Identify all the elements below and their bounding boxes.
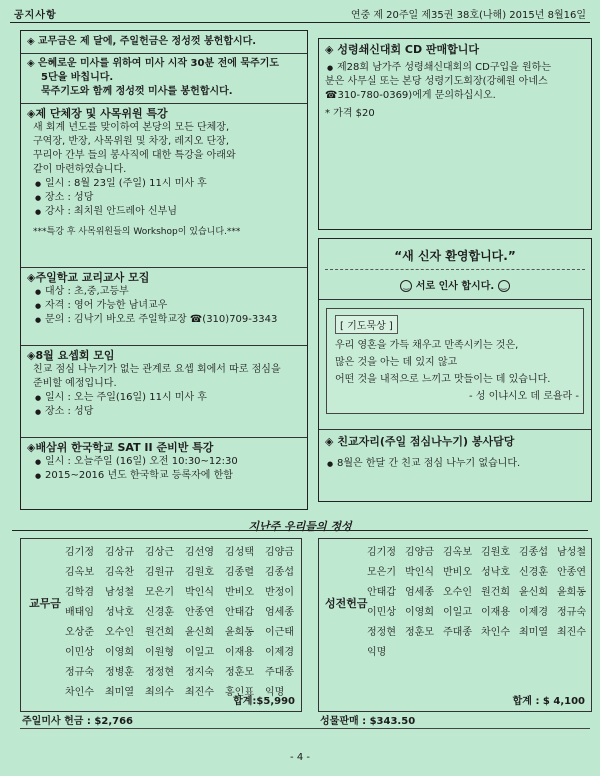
- donor-name: 원건희: [145, 627, 174, 638]
- donor-name: 정병훈: [105, 667, 134, 678]
- greeting-text: 서로 인사 합시다.: [415, 281, 495, 292]
- donor-name: 김옥찬: [105, 567, 134, 578]
- cd-sale-section: [325, 43, 587, 121]
- smiley-icon: ‿: [400, 280, 412, 292]
- sunday-collection: 주일미사 헌금 : $2,766: [22, 716, 133, 727]
- cd-sale-box: [318, 38, 592, 230]
- donor-name: 안종연: [185, 607, 214, 618]
- building-fund-box: [318, 538, 592, 712]
- lecture-body-line: 같이 마련하였습니다.: [33, 164, 127, 175]
- donor-name: 신경훈: [519, 567, 548, 578]
- donor-name: 오상준: [65, 627, 94, 638]
- donor-name: 이제경: [265, 647, 294, 658]
- tithe-name-grid: [65, 543, 299, 698]
- donor-name: 박인식: [405, 567, 434, 578]
- fellowship-title: 친교자리(주일 점심나누기) 봉사담당: [337, 435, 515, 448]
- donor-name: 반비오: [443, 567, 472, 578]
- donor-name: 김기정: [65, 547, 94, 558]
- donor-name: 이원형: [145, 647, 174, 658]
- donor-name: 김옥보: [443, 547, 472, 558]
- meal-body-line: 친교 점심 나누기가 없는 관계로 요셉 회에서 따로 점심을: [33, 364, 281, 375]
- donor-name: 김원호: [185, 567, 214, 578]
- diamond-icon: ◈: [27, 107, 36, 120]
- lecture-date: ● 일시 : 8월 23일 (주일) 11시 미사 후: [33, 177, 303, 191]
- donor-name: 오수인: [105, 627, 134, 638]
- bottom-rule: [20, 728, 590, 729]
- offering-rule: [12, 530, 588, 531]
- donor-name: 정정현: [145, 667, 174, 678]
- diamond-icon: ◈: [27, 441, 36, 454]
- divider: [21, 103, 307, 104]
- offering-section-title: 지난주 우리들의 정성: [248, 520, 352, 533]
- donor-name: 최미열: [519, 627, 548, 638]
- donor-name: 이일고: [185, 647, 214, 658]
- diamond-icon: ◈: [27, 58, 35, 69]
- meal-title: 8월 요셉회 모임: [35, 349, 115, 362]
- donor-name: 윤신희: [185, 627, 214, 638]
- meditation-line: 우리 영혼을 가득 채우고 만족시키는 것은,: [335, 340, 519, 351]
- donor-name: 윤희동: [557, 587, 586, 598]
- lecture-body-line: 꾸리아 간부 들의 봉사직에 대한 특강을 아래와: [33, 150, 236, 161]
- donor-name: 정훈모: [225, 667, 254, 678]
- divider: [21, 53, 307, 54]
- divider: [21, 345, 307, 346]
- cd-sale-price: * 가격 $20: [325, 108, 375, 119]
- meal-section: [27, 349, 303, 419]
- diamond-icon: ◈: [27, 349, 36, 362]
- meditation-author: - 성 이냐시오 데 로욜라 -: [468, 391, 579, 402]
- donor-name: 모은기: [145, 587, 174, 598]
- donor-name: 차인수: [65, 687, 94, 698]
- diamond-icon: ◈: [325, 435, 334, 448]
- donor-name: 정규숙: [65, 667, 94, 678]
- donor-name: 정훈모: [405, 627, 434, 638]
- divider: [21, 267, 307, 268]
- donor-name: 윤신희: [519, 587, 548, 598]
- donor-name: 반정이: [265, 587, 294, 598]
- donor-name: 김학겸: [65, 587, 94, 598]
- meditation-text: [335, 337, 579, 405]
- cd-sale-title: 성령쇄신대회 CD 판매합니다: [337, 43, 480, 56]
- notice-rosary-line2: 5단을 바칩니다.: [41, 72, 114, 83]
- lecture-section: [27, 107, 303, 239]
- donor-name: 이재용: [225, 647, 254, 658]
- sunday-school-section: [27, 271, 303, 327]
- meal-date: ● 일시 : 오는 주일(16일) 11시 미사 후: [33, 391, 303, 405]
- donor-name: 김원호: [481, 547, 510, 558]
- donor-name: 안종연: [557, 567, 586, 578]
- donor-name: 김선영: [185, 547, 214, 558]
- donor-name: 반비오: [225, 587, 254, 598]
- donor-name: 이민상: [65, 647, 94, 658]
- tithe-total: 합계:$5,990: [233, 696, 295, 707]
- tithe-box: [20, 538, 302, 712]
- donor-name: 엄세종: [405, 587, 434, 598]
- donor-name: 이근태: [265, 627, 294, 638]
- donor-name: 박인식: [185, 587, 214, 598]
- meditation-line: 어떤 것을 내적으로 느끼고 맛들이는 데 있습니다.: [335, 374, 551, 385]
- donor-name: 성낙호: [105, 607, 134, 618]
- welcome-banner: “새 신자 환영합니다.”: [394, 249, 516, 263]
- donor-name: 배태임: [65, 607, 94, 618]
- goods-sale: 성물판매 : $343.50: [320, 716, 416, 727]
- donor-name: 최의수: [145, 687, 174, 698]
- donor-name: 정지숙: [185, 667, 214, 678]
- greeting-line: [319, 277, 591, 292]
- donor-name: 원건희: [481, 587, 510, 598]
- page-number: - 4 -: [290, 752, 310, 763]
- cd-sale-body-line: 분은 사무실 또는 본당 성령기도회장(강혜원 아네스: [325, 76, 548, 87]
- lecture-title: 제 단체장 및 사목위원 특강: [35, 107, 168, 120]
- sunday-school-target: ● 대상 : 초,중,고등부: [33, 285, 303, 299]
- meal-place: ● 장소 : 성당: [33, 405, 303, 419]
- sunday-school-contact: ● 문의 : 김낙기 바오로 주일학교장 ☎(310)709-3343: [33, 313, 303, 327]
- notice-tithe: [27, 35, 301, 49]
- donor-name: 주대종: [443, 627, 472, 638]
- issue-info: 연중 제 20주일 제35권 38호(나해) 2015년 8월16일: [350, 10, 586, 21]
- fellowship-section: [325, 435, 587, 471]
- donor-name: 이영희: [105, 647, 134, 658]
- building-fund-name-grid: [367, 543, 589, 658]
- donor-name: 김상근: [145, 547, 174, 558]
- divider: [319, 429, 591, 430]
- sunday-school-title: 주일학교 교리교사 모집: [35, 271, 150, 284]
- donor-name: 엄세종: [265, 607, 294, 618]
- donor-name: 안태갑: [367, 587, 396, 598]
- donor-name: 김옥보: [65, 567, 94, 578]
- donor-name: 윤희동: [225, 627, 254, 638]
- sat-section: [27, 441, 303, 483]
- diamond-icon: ◈: [27, 271, 36, 284]
- notice-rosary: [27, 57, 301, 99]
- left-notice-box: [20, 30, 308, 510]
- donor-name: 김상규: [105, 547, 134, 558]
- donor-name: 이제경: [519, 607, 548, 618]
- donor-name: 최진수: [185, 687, 214, 698]
- donor-name: 김종렬: [225, 567, 254, 578]
- lecture-body-line: 구역장, 반장, 사목위원 및 차장, 레지오 단장,: [33, 136, 230, 147]
- donor-name: 홍인표: [225, 687, 254, 698]
- divider: [319, 299, 591, 300]
- donor-name: 안태갑: [225, 607, 254, 618]
- diamond-icon: ◈: [325, 43, 334, 56]
- meditation-tag-text: 기도묵상: [347, 321, 386, 332]
- donor-name: 주대종: [265, 667, 294, 678]
- tithe-label: 교무금: [29, 597, 61, 610]
- donor-name: 신경훈: [145, 607, 174, 618]
- donor-name: 남성철: [105, 587, 134, 598]
- header-rule: [10, 22, 590, 23]
- donor-name: 정규숙: [557, 607, 586, 618]
- donor-name: 이재용: [481, 607, 510, 618]
- donor-name: 김성택: [225, 547, 254, 558]
- lecture-note: ***특강 후 사목위원들의 Workshop이 있습니다.***: [33, 227, 241, 237]
- meditation-box: [326, 308, 584, 414]
- donor-name: 최미열: [105, 687, 134, 698]
- donor-name: 이영희: [405, 607, 434, 618]
- sunday-school-qualification: ● 자격 : 영어 가능한 남녀교우: [33, 299, 303, 313]
- meditation-line: 많은 것을 아는 데 있지 않고: [335, 357, 458, 368]
- donor-name: 오수인: [443, 587, 472, 598]
- donor-name: 모은기: [367, 567, 396, 578]
- meal-body-line: 준비할 예정입니다.: [33, 378, 117, 389]
- donor-name: 김종섭: [519, 547, 548, 558]
- notice-rosary-line3: 묵주기도와 함께 정성껏 미사를 봉헌합시다.: [41, 86, 233, 97]
- lecture-place: ● 장소 : 성당: [33, 191, 303, 205]
- lecture-body-line: 새 회계 년도를 맞이하여 본당의 모든 단체장,: [33, 122, 230, 133]
- sat-eligibility: ● 2015~2016 년도 한국학교 등록자에 한함: [33, 469, 303, 483]
- building-fund-label: 성전헌금: [325, 597, 368, 610]
- donor-name: 김종섭: [265, 567, 294, 578]
- donor-name: 남성철: [557, 547, 586, 558]
- dashed-divider: [325, 269, 585, 270]
- donor-name: 김양금: [265, 547, 294, 558]
- smiley-icon: ‿: [498, 280, 510, 292]
- donor-name: 익명: [367, 647, 387, 658]
- donor-name: 정정현: [367, 627, 396, 638]
- donor-name: 이일고: [443, 607, 472, 618]
- notice-tithe-text: 교무금은 제 달에, 주일헌금은 정성껏 봉헌합시다.: [37, 36, 257, 47]
- lecture-speaker: ● 강사 : 최치원 안드레아 신부님: [33, 205, 303, 219]
- donor-name: 김원규: [145, 567, 174, 578]
- notice-rosary-line1: 은혜로운 미사를 위하여 미사 시작 30분 전에 묵주기도: [37, 58, 280, 69]
- divider: [21, 437, 307, 438]
- donor-name: 성낙호: [481, 567, 510, 578]
- fellowship-item: ● 8월은 한달 간 친교 점심 나누기 없습니다.: [325, 457, 587, 471]
- diamond-icon: ◈: [27, 36, 35, 47]
- cd-sale-body-line: ☎310-780-0369)에게 문의하십시오.: [325, 90, 496, 101]
- donor-name: 김기정: [367, 547, 396, 558]
- cd-sale-body-line: ● 제28회 남가주 성령쇄신대회의 CD구입을 원하는: [325, 61, 587, 75]
- sat-date: ● 일시 : 오늘주일 (16일) 오전 10:30~12:30: [33, 455, 303, 469]
- meditation-tag: [ 기도묵상 ]: [335, 315, 398, 334]
- donor-name: 최진수: [557, 627, 586, 638]
- section-label: 공지사항: [14, 10, 57, 21]
- donor-name: 차인수: [481, 627, 510, 638]
- donor-name: 익명: [265, 687, 285, 698]
- donor-name: 김양금: [405, 547, 434, 558]
- sat-title: 배삼위 한국학교 SAT II 준비반 특강: [35, 441, 214, 454]
- building-fund-total: 합계 : $ 4,100: [512, 696, 585, 707]
- donor-name: 이민상: [367, 607, 396, 618]
